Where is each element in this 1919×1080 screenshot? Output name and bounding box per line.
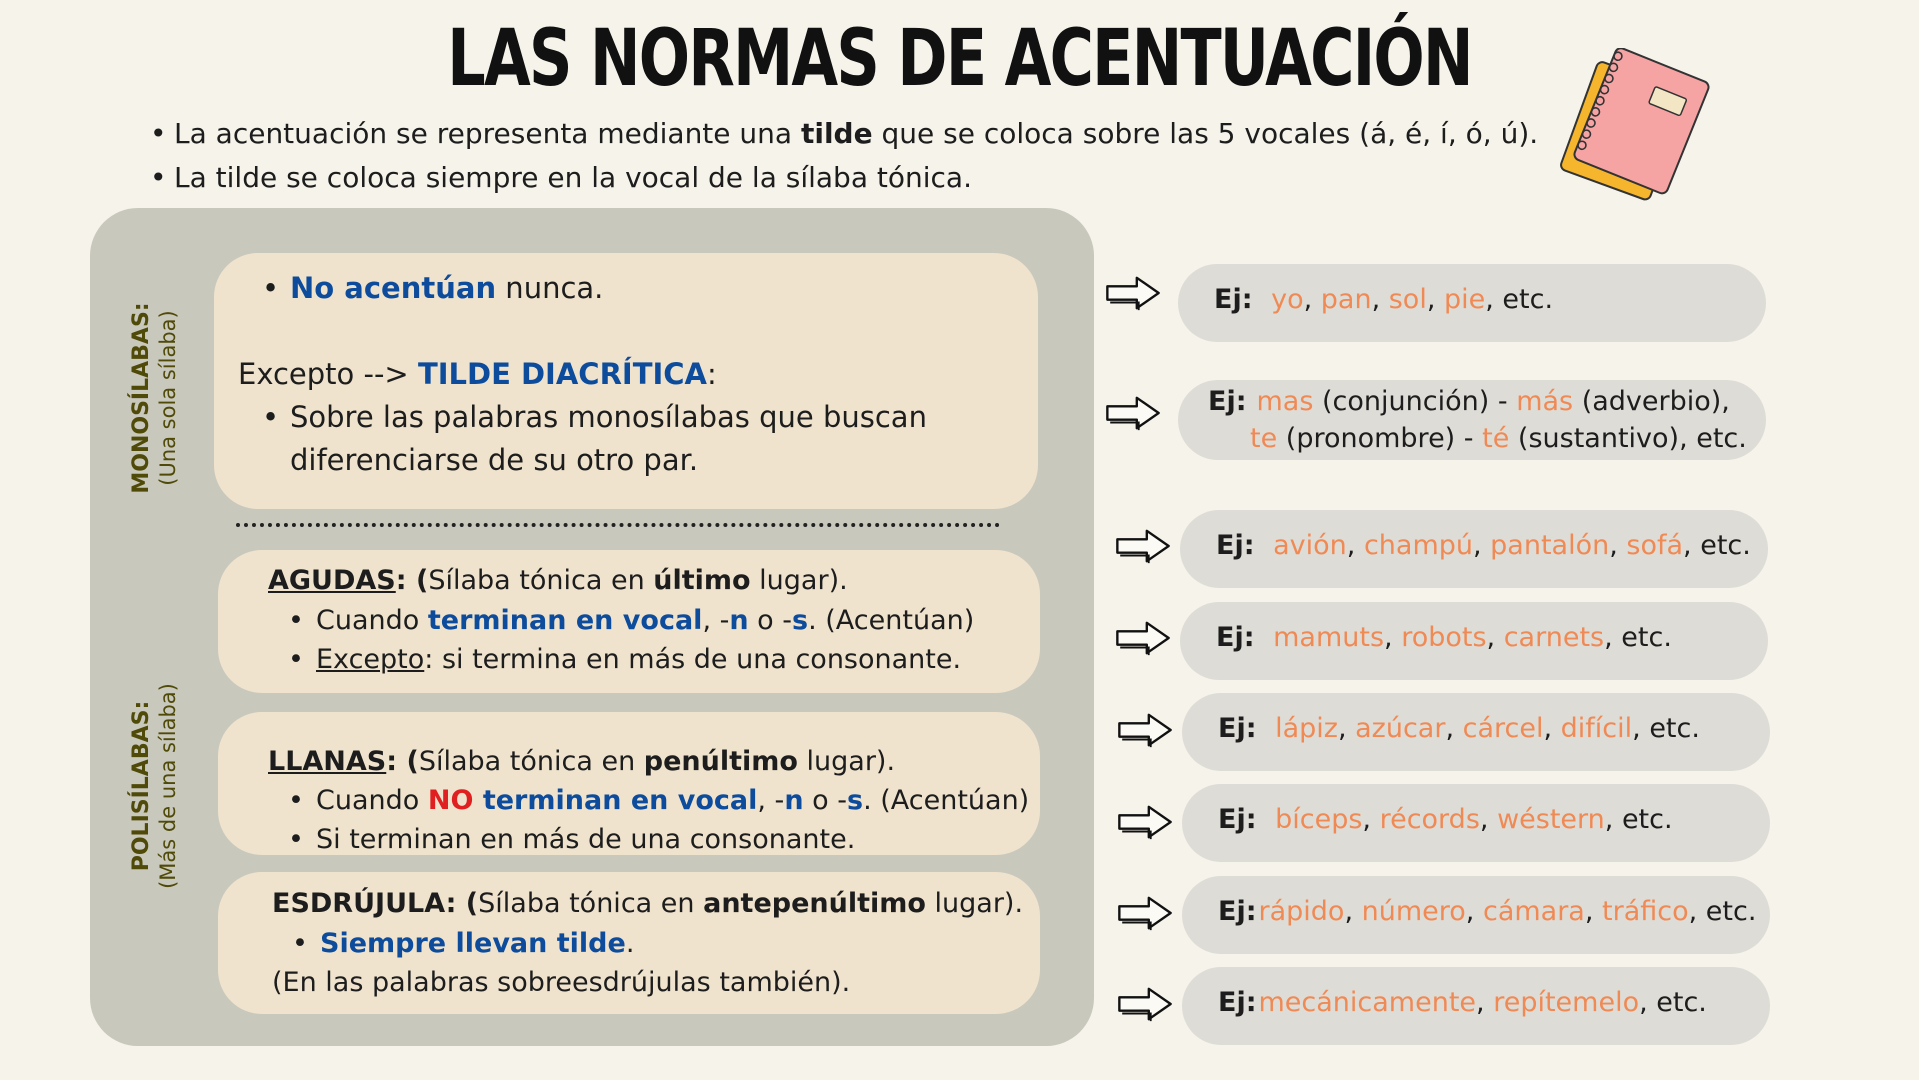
example-word: mamuts	[1273, 622, 1385, 653]
example-word: yo	[1271, 284, 1304, 315]
example-word: wéstern	[1497, 804, 1605, 835]
example-word: número	[1361, 896, 1466, 927]
example-word: rápido	[1258, 896, 1345, 927]
example-word: más	[1516, 386, 1574, 417]
agudas-bullet-2: • Excepto: si termina en más de una consonante.	[288, 640, 961, 679]
llanas-bullet-1: • Cuando NO terminan en vocal, -n o -s. (Acentúan)	[288, 781, 1029, 820]
example-agudas-consonante: Ej: mamuts, robots, carnets, etc.	[1180, 602, 1768, 680]
example-word: carnets	[1503, 622, 1605, 653]
example-llanas: Ej: lápiz, azúcar, cárcel, difícil, etc.	[1182, 693, 1770, 771]
intro-bullet-1: • La acentuación se representa mediante una tilde que se coloca sobre las 5 vocales (á, é, í, ó, ú).	[150, 112, 1538, 156]
example-word: mas	[1256, 386, 1314, 417]
example-esdrujulas: Ej:rápido, número, cámara, tráfico, etc.	[1182, 876, 1770, 954]
polisilabas-label: POLISÍLABAS: (Más de una sílaba)	[129, 683, 180, 889]
example-word: tráfico	[1602, 896, 1689, 927]
example-word: lápiz	[1275, 713, 1338, 744]
right-arrow-icon	[1116, 985, 1174, 1023]
example-word: repítemelo	[1493, 987, 1640, 1018]
notebook-icon	[1548, 48, 1728, 208]
example-llanas-consonante: Ej: bíceps, récords, wéstern, etc.	[1182, 784, 1770, 862]
example-word: robots	[1401, 622, 1487, 653]
esdrujula-heading: ESDRÚJULA: (Sílaba tónica en antepenúltimo lugar).	[272, 888, 1024, 919]
example-word: cámara	[1482, 896, 1585, 927]
example-word: azúcar	[1355, 713, 1446, 744]
example-word: champú	[1363, 530, 1473, 561]
llanas-heading: LLANAS: (Sílaba tónica en penúltimo lugar).	[268, 746, 896, 777]
mono-exception: Excepto --> TILDE DIACRÍTICA:	[238, 357, 717, 391]
example-word: sofá	[1626, 530, 1684, 561]
esdrujula-card	[218, 872, 1040, 1014]
llanas-bullet-2: • Si terminan en más de una consonante.	[288, 820, 855, 859]
page-title: LAS NORMAS DE ACENTUACIÓN	[447, 14, 1472, 104]
example-word: té	[1482, 423, 1510, 454]
agudas-heading: AGUDAS: (Sílaba tónica en último lugar).	[268, 565, 848, 596]
intro-list	[150, 112, 1538, 200]
example-word: bíceps	[1275, 804, 1363, 835]
right-arrow-icon	[1114, 619, 1172, 657]
example-word: avión	[1273, 530, 1347, 561]
esdrujula-bullet: • Siempre llevan tilde.	[292, 924, 634, 963]
example-word: sol	[1388, 284, 1427, 315]
mono-rule: • No acentúan nunca.	[262, 267, 603, 310]
intro-bullet-2: • La tilde se coloca siempre en la vocal de la sílaba tónica.	[150, 156, 1538, 200]
example-word: pan	[1320, 284, 1372, 315]
right-arrow-icon	[1104, 394, 1162, 432]
example-monosilabas: Ej: yo, pan, sol, pie, etc.	[1178, 264, 1766, 342]
right-arrow-icon	[1116, 711, 1174, 749]
right-arrow-icon	[1114, 527, 1172, 565]
example-word: cárcel	[1462, 713, 1544, 744]
example-word: difícil	[1560, 713, 1633, 744]
llanas-card	[218, 712, 1040, 855]
right-arrow-icon	[1116, 894, 1174, 932]
example-sobreesdrujulas: Ej:mecánicamente, repítemelo, etc.	[1182, 967, 1770, 1045]
example-word: te	[1250, 423, 1278, 454]
divider	[236, 523, 1000, 527]
monosilabas-label: MONOSÍLABAS: (Una sola sílaba)	[129, 302, 180, 494]
right-arrow-icon	[1104, 274, 1162, 312]
example-agudas-vocal: Ej: avión, champú, pantalón, sofá, etc.	[1180, 510, 1768, 588]
agudas-bullet-1: • Cuando terminan en vocal, -n o -s. (Acentúan)	[288, 601, 974, 640]
example-word: pantalón	[1490, 530, 1610, 561]
esdrujula-note: (En las palabras sobreesdrújulas también).	[272, 967, 851, 998]
example-diacritica: Ej: mas (conjunción) - más (adverbio), te (pronombre) - té (sustantivo), etc.	[1178, 380, 1766, 460]
monosilabas-card	[214, 253, 1038, 509]
agudas-card	[218, 550, 1040, 693]
example-word: mecánicamente	[1258, 987, 1477, 1018]
example-word: récords	[1379, 804, 1480, 835]
mono-exception-bullet: • Sobre las palabras monosílabas que buscan diferenciarse de su otro par.	[262, 396, 950, 482]
example-word: pie	[1444, 284, 1486, 315]
right-arrow-icon	[1116, 803, 1174, 841]
